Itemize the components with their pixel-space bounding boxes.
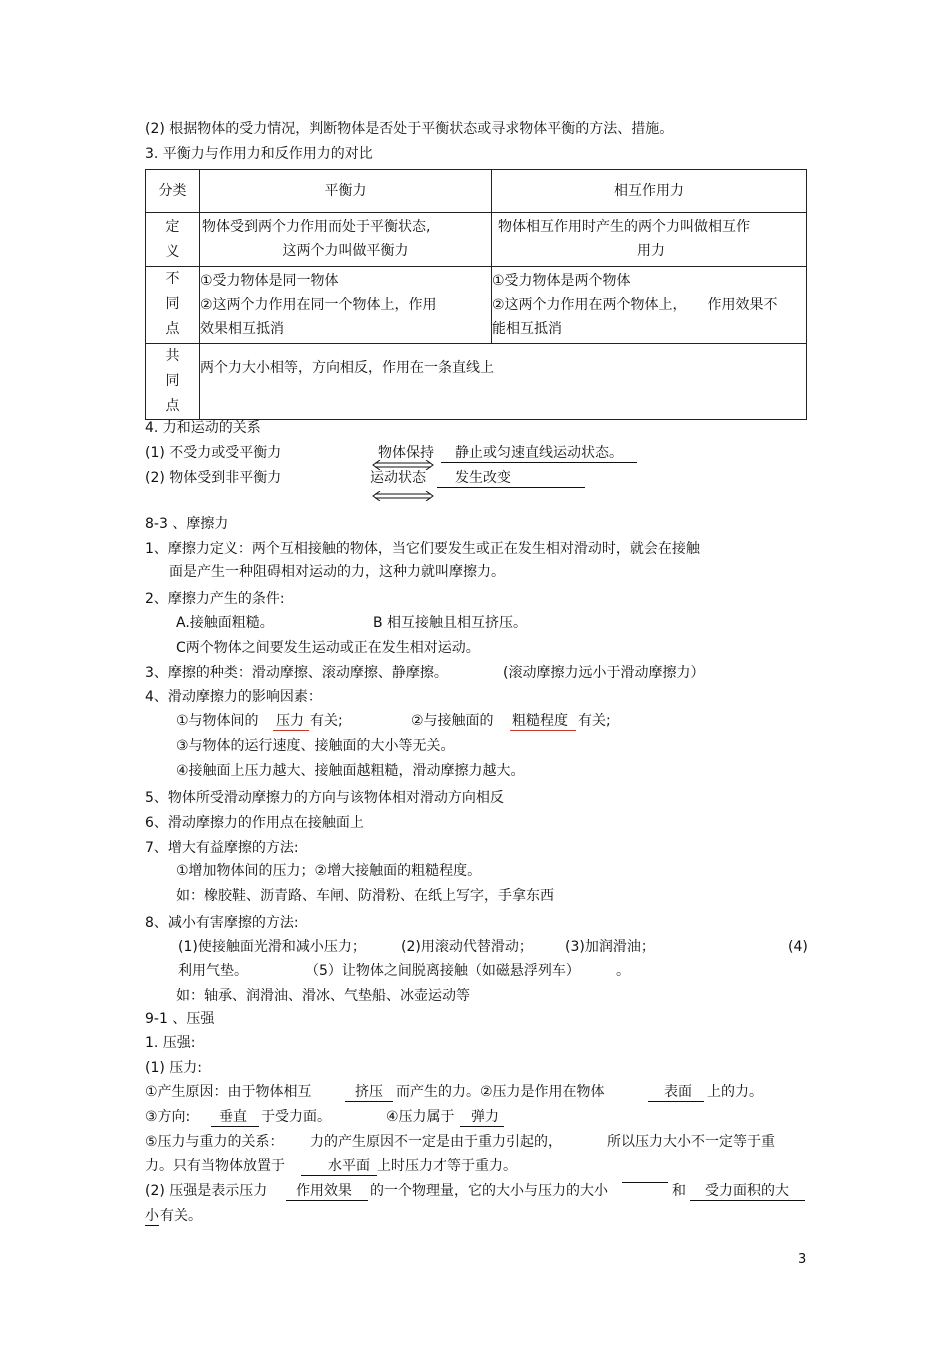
section-9-1-title: 9-1 、压强 — [145, 1011, 215, 1027]
friction-conditions: 2、摩擦力产生的条件: — [145, 591, 285, 607]
page-number: 3 — [798, 1252, 807, 1267]
force-cause-answer: 挤压 — [345, 1083, 393, 1102]
friction-types-note: (滚动摩擦力远小于滑动摩擦力） — [503, 665, 705, 681]
comparison-table — [145, 169, 807, 420]
pressure-def-blank — [622, 1182, 668, 1183]
friction-factors: 4、滑动摩擦力的影响因素： — [145, 689, 322, 705]
factor-2-pre: ②与接触面的 — [411, 713, 494, 729]
section-3-title: 3. 平衡力与作用力和反作用力的对比 — [145, 146, 373, 162]
reduce-method-5-end: 。 — [616, 963, 630, 979]
friction-direction: 5、物体所受滑动摩擦力的方向与该物体相对滑动方向相反 — [145, 790, 504, 806]
pressure-def-post: 有关。 — [160, 1208, 202, 1224]
pressure-def-and: 和 — [672, 1183, 686, 1199]
force-gravity-relation-2: 力的产生原因不一定是由于重力引起的， — [310, 1134, 562, 1150]
definition-a-line1: 物体受到两个力作用而处于平衡状态, — [202, 219, 431, 235]
condition-b: B 相互接触且相互挤压。 — [373, 615, 528, 631]
force-row-2-answer: 发生改变 — [437, 469, 585, 488]
force-direction-post: 于受力面。 — [261, 1109, 331, 1125]
row-label-definition: 定 义 — [146, 213, 200, 267]
force-gravity-condition-pre: 力。只有当物体放置于 — [145, 1158, 285, 1174]
difference-b-line3: 能相互抵消 — [492, 321, 562, 337]
pressure-def-answer-2-cont: 小 — [145, 1208, 159, 1224]
section-8-3-title: 8-3 、摩擦力 — [145, 516, 229, 532]
definition-b-line1: 物体相互作用时产生的两个力叫做相互作 — [498, 219, 750, 235]
factor-1-pre: ①与物体间的 — [176, 713, 259, 729]
friction-types: 3、摩擦的种类：滑动摩擦、滚动摩擦、静摩擦。 — [145, 665, 448, 681]
condition-a: A.接触面粗糙。 — [176, 615, 274, 631]
force-row-2-mid: 运动状态 — [370, 470, 426, 486]
force-row-1-left: (1) 不受力或受平衡力 — [145, 445, 282, 461]
force-gravity-condition-answer: 水平面 — [301, 1157, 377, 1176]
increase-friction-examples: 如：橡胶鞋、沥青路、车闸、防滑粉、在纸上写字，手拿东西 — [176, 888, 554, 904]
force-type-pre: ④压力属于 — [386, 1109, 455, 1125]
force-gravity-condition-post: 上时压力才等于重力。 — [377, 1158, 517, 1174]
header-balance-force: 平衡力 — [200, 170, 492, 213]
row-label-similarity: 共 同 点 — [146, 344, 200, 420]
factor-1-post: 有关; — [310, 713, 343, 729]
difference-b-line1: ①受力物体是两个物体 — [492, 273, 631, 289]
definition-b-line2: 用力 — [637, 243, 665, 259]
difference-a-line3: 效果相互抵消 — [200, 321, 284, 337]
pressure-def-pre: (2) 压强是表示压力 — [145, 1183, 268, 1199]
friction-definition-1: 1、摩擦力定义：两个互相接触的物体，当它们要发生或正在发生相对滑动时，就会在接触 — [145, 541, 700, 557]
reduce-method-3: (3)加润滑油； — [565, 939, 655, 955]
difference-a-line1: ①受力物体是同一物体 — [200, 273, 339, 289]
condition-c: C两个物体之间要发生运动或正在发生相对运动。 — [176, 640, 480, 656]
force-direction-pre: ③方向: — [145, 1109, 191, 1125]
reduce-method-1: (1)使接触面光滑和减小压力； — [178, 939, 366, 955]
intro-line-2: (2) 根据物体的受力情况，判断物体是否处于平衡状态或寻求物体平衡的方法、措施。 — [145, 121, 674, 137]
header-category: 分类 — [146, 170, 200, 213]
factor-1-answer: 压力 — [273, 712, 309, 731]
difference-a-line2: ②这两个力作用在同一个物体上，作用 — [200, 297, 437, 313]
reduce-method-4: 利用气垫。 — [178, 963, 248, 979]
pressure-force-heading: (1) 压力: — [145, 1060, 202, 1076]
reduce-method-5: （5）让物体之间脱离接触（如磁悬浮列车） — [305, 963, 580, 979]
reduce-method-4-num: (4) — [788, 939, 808, 955]
friction-point: 6、滑动摩擦力的作用点在接触面上 — [145, 815, 364, 831]
reduce-method-2: (2)用滚动代替滑动； — [401, 939, 533, 955]
force-row-1-mid: 物体保持 — [378, 445, 434, 461]
difference-b-line2: ②这两个力作用在两个物体上， 作用效果不 — [492, 297, 778, 313]
force-type-answer: 弹力 — [460, 1108, 504, 1127]
force-cause-mid: 而产生的力。②压力是作用在物体 — [396, 1084, 605, 1100]
pressure-heading: 1. 压强: — [145, 1035, 196, 1051]
factor-4: ④接触面上压力越大、接触面越粗糙，滑动摩擦力越大。 — [176, 763, 525, 779]
friction-definition-2: 面是产生一种阻碍相对运动的力，这种力就叫摩擦力。 — [169, 564, 505, 580]
force-cause-pre: ①产生原因：由于物体相互 — [145, 1084, 312, 1100]
force-row-1-answer: 静止或匀速直线运动状态。 — [441, 444, 637, 463]
row-label-differences: 不 同 点 — [146, 267, 200, 344]
pressure-def-answer: 作用效果 — [286, 1182, 368, 1201]
force-surface-post: 上的力。 — [707, 1084, 763, 1100]
force-direction-answer: 垂直 — [211, 1108, 259, 1127]
section-4-title: 4. 力和运动的关系 — [145, 420, 261, 436]
definition-a-line2: 这两个力叫做平衡力 — [282, 243, 409, 259]
force-gravity-relation-3: 所以压力大小不一定等于重 — [607, 1134, 775, 1150]
force-gravity-relation-1: ⑤压力与重力的关系： — [145, 1134, 284, 1150]
factor-2-post: 有关; — [578, 713, 611, 729]
force-row-2-left: (2) 物体受到非平衡力 — [145, 470, 282, 486]
header-interaction-force: 相互作用力 — [492, 170, 807, 213]
reduce-friction-title: 8、减小有害摩擦的方法: — [145, 915, 299, 931]
increase-friction-methods: ①增加物体间的压力；②增大接触面的粗糙程度。 — [176, 863, 482, 879]
pressure-def-answer-2: 受力面积的大 — [690, 1182, 805, 1201]
double-arrow-icon — [372, 491, 434, 501]
increase-friction-title: 7、增大有益摩擦的方法: — [145, 840, 299, 856]
pressure-def-mid: 的一个物理量，它的大小与压力的大小 — [370, 1183, 608, 1199]
similarity-text: 两个力大小相等，方向相反，作用在一条直线上 — [200, 360, 494, 376]
factor-3: ③与物体的运行速度、接触面的大小等无关。 — [176, 738, 455, 754]
reduce-friction-examples: 如：轴承、润滑油、滑冰、气垫船、冰壶运动等 — [176, 988, 470, 1004]
force-surface-answer: 表面 — [648, 1083, 704, 1102]
factor-2-answer: 粗糙程度 — [510, 712, 576, 731]
